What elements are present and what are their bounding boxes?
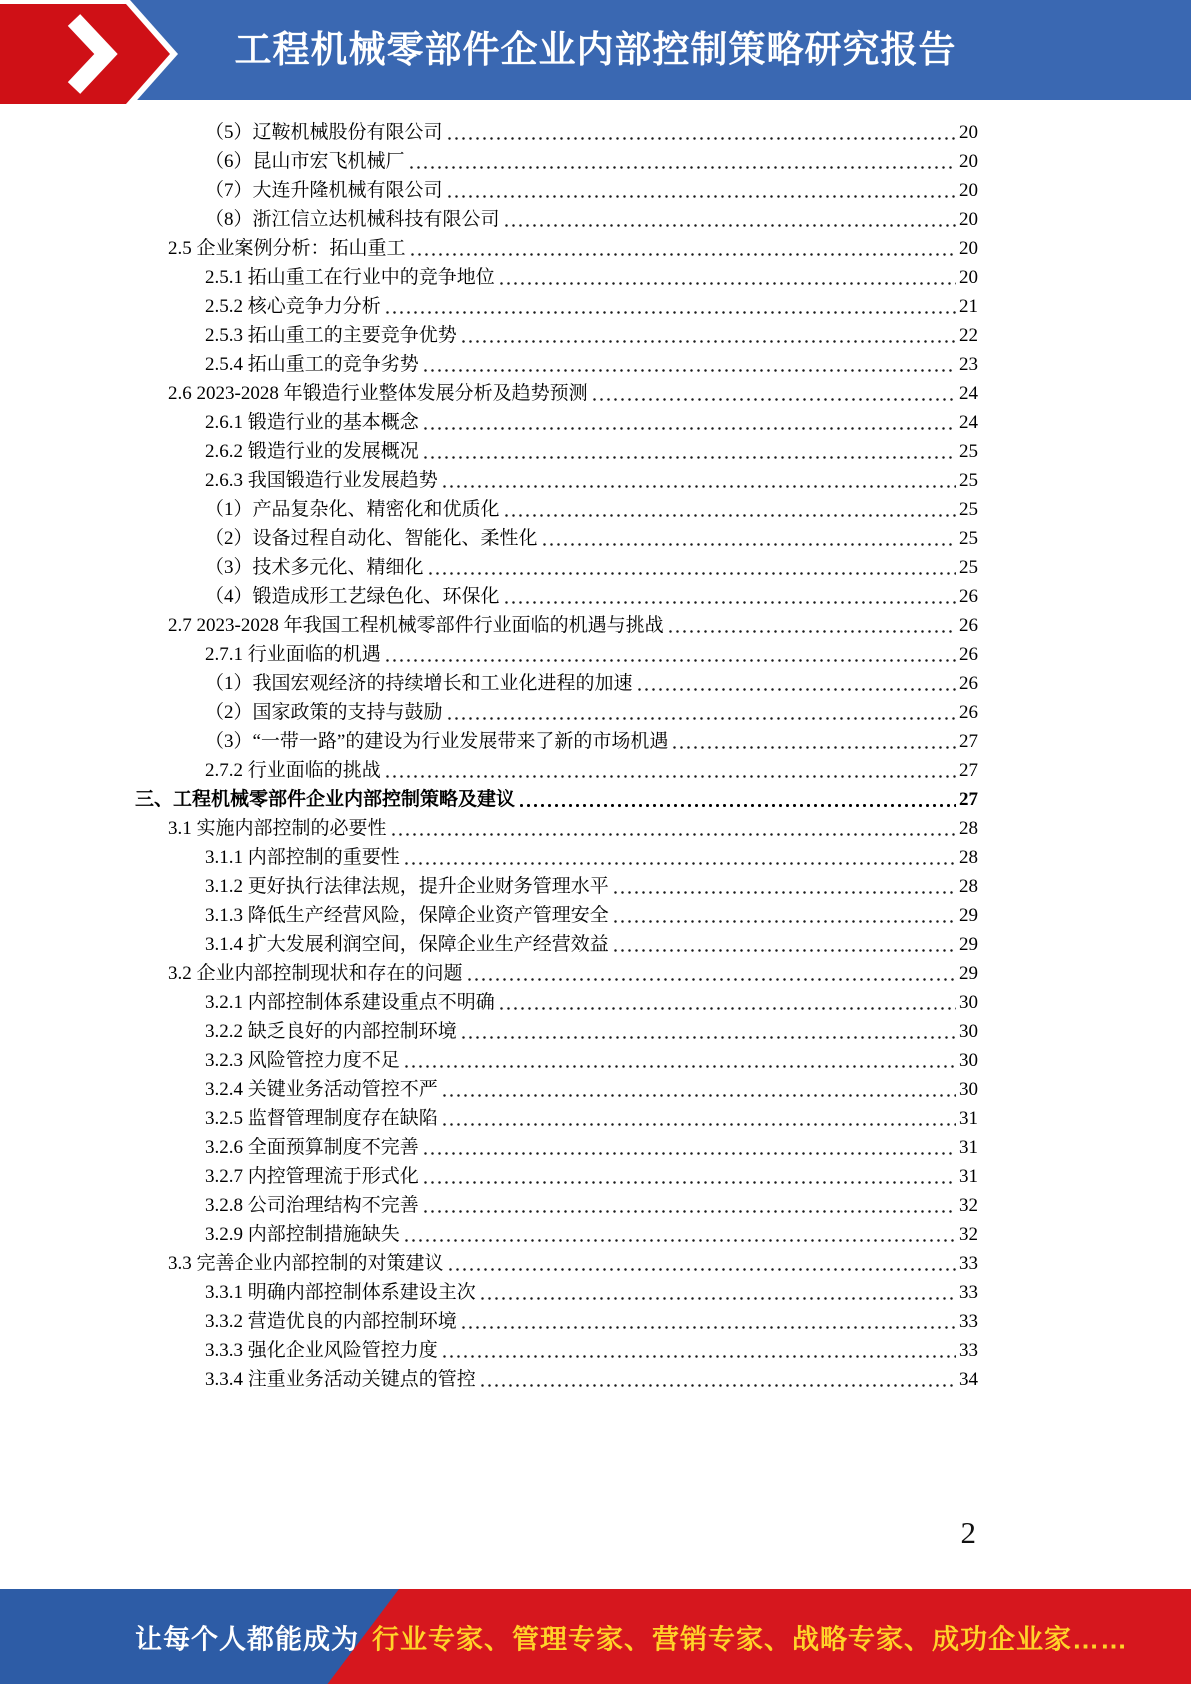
- toc-entry-label: 3.2.7 内控管理流于形式化: [205, 1166, 419, 1187]
- toc-entry-label: （6）昆山市宏飞机械厂: [205, 151, 405, 172]
- toc-dot-leader: [446, 118, 956, 147]
- toc-dot-leader: [422, 1162, 956, 1191]
- toc-entry-label: （3）“一带一路”的建设为行业发展带来了新的市场机遇: [205, 731, 669, 752]
- toc-entry: [168, 959, 978, 988]
- toc-entry-label: 3.1.2 更好执行法律法规，提升企业财务管理水平: [205, 876, 609, 897]
- toc-entry-label: 3.2.9 内部控制措施缺失: [205, 1224, 400, 1245]
- toc-entry-label: 2.5 企业案例分析：拓山重工: [168, 238, 406, 259]
- toc-entry-page: 33: [959, 1311, 978, 1332]
- toc-entry-label: 3.2.6 全面预算制度不完善: [205, 1137, 419, 1158]
- toc-entry-label: 2.6.1 锻造行业的基本概念: [205, 412, 419, 433]
- toc-entry-label: 三、工程机械零部件企业内部控制策略及建议: [135, 789, 516, 810]
- toc-entry-page: 32: [959, 1224, 978, 1245]
- toc-entry: [205, 1046, 978, 1075]
- toc-dot-leader: [667, 611, 956, 640]
- toc-entry-label: 3.1.3 降低生产经营风险，保障企业资产管理安全: [205, 905, 609, 926]
- toc-entry-page: 24: [959, 383, 978, 404]
- toc-dot-leader: [612, 872, 956, 901]
- toc-entry: [205, 1365, 978, 1394]
- toc-dot-leader: [384, 756, 956, 785]
- toc-entry-label: 2.5.4 拓山重工的竞争劣势: [205, 354, 419, 375]
- toc-entry-page: 26: [959, 586, 978, 607]
- toc-dot-leader: [446, 176, 956, 205]
- toc-dot-leader: [479, 1365, 956, 1394]
- toc-entry: [205, 321, 978, 350]
- toc-entry-page: 21: [959, 296, 978, 317]
- toc-dot-leader: [591, 379, 956, 408]
- toc-dot-leader: [460, 321, 956, 350]
- toc-entry-label: （2）国家政策的支持与鼓励: [205, 702, 443, 723]
- toc-entry-label: （1）产品复杂化、精密化和优质化: [205, 499, 500, 520]
- toc-entry-page: 25: [959, 470, 978, 491]
- toc-entry-page: 26: [959, 615, 978, 636]
- toc-dot-leader: [422, 350, 956, 379]
- toc-dot-leader: [441, 1075, 956, 1104]
- toc-entry: [205, 640, 978, 669]
- toc-entry: [205, 669, 978, 698]
- toc-entry-label: 3.2.8 公司治理结构不完善: [205, 1195, 419, 1216]
- toc-entry-label: 3.2.5 监督管理制度存在缺陷: [205, 1108, 438, 1129]
- toc-entry-page: 30: [959, 1079, 978, 1100]
- toc-dot-leader: [422, 437, 956, 466]
- toc-entry-label: 2.5.1 拓山重工在行业中的竞争地位: [205, 267, 495, 288]
- toc-entry: [205, 582, 978, 611]
- toc-entry-label: 3.3.2 营造优良的内部控制环境: [205, 1311, 457, 1332]
- toc-entry: [205, 1017, 978, 1046]
- toc-dot-leader: [518, 785, 956, 814]
- toc-entry: [205, 147, 978, 176]
- toc-dot-leader: [671, 727, 956, 756]
- toc-entry-page: 30: [959, 992, 978, 1013]
- toc-entry-page: 26: [959, 673, 978, 694]
- toc-dot-leader: [403, 1046, 956, 1075]
- toc-dot-leader: [498, 263, 956, 292]
- toc-entry-label: 3.3.4 注重业务活动关键点的管控: [205, 1369, 476, 1390]
- toc-entry-page: 30: [959, 1050, 978, 1071]
- toc-entry-page: 25: [959, 441, 978, 462]
- footer-slogan-right: 行业专家、管理专家、营销专家、战略专家、成功企业家……: [372, 1624, 1128, 1654]
- toc-dot-leader: [441, 1336, 956, 1365]
- toc-entry-page: 20: [959, 122, 978, 143]
- toc-entry-page: 20: [959, 180, 978, 201]
- toc-entry-label: 2.6 2023-2028 年锻造行业整体发展分析及趋势预测: [168, 383, 588, 404]
- page-footer: [0, 1589, 1191, 1684]
- toc-dot-leader: [441, 466, 956, 495]
- toc-entry: [205, 930, 978, 959]
- toc-entry: [168, 814, 978, 843]
- toc-entry: [168, 1249, 978, 1278]
- toc-dot-leader: [612, 930, 956, 959]
- toc-entry-label: （5）辽鞍机械股份有限公司: [205, 122, 443, 143]
- footer-slogan-left: 让每个人都能成为: [135, 1624, 359, 1654]
- toc-entry-label: （4）锻造成形工艺绿色化、环保化: [205, 586, 500, 607]
- toc-entry-page: 23: [959, 354, 978, 375]
- toc-entry: [205, 756, 978, 785]
- toc-entry-page: 31: [959, 1166, 978, 1187]
- toc-dot-leader: [636, 669, 956, 698]
- toc-entry-page: 20: [959, 238, 978, 259]
- toc-dot-leader: [422, 1191, 956, 1220]
- toc-dot-leader: [612, 901, 956, 930]
- toc-entry: [205, 1307, 978, 1336]
- toc-entry-label: 2.7.2 行业面临的挑战: [205, 760, 381, 781]
- toc-list: [135, 118, 978, 1394]
- toc-entry-page: 26: [959, 644, 978, 665]
- toc-entry-label: 3.1.1 内部控制的重要性: [205, 847, 400, 868]
- toc-entry-page: 34: [959, 1369, 978, 1390]
- toc-entry: [205, 988, 978, 1017]
- toc-entry-page: 32: [959, 1195, 978, 1216]
- toc-entry: [205, 263, 978, 292]
- toc-entry-label: 3.1 实施内部控制的必要性: [168, 818, 387, 839]
- toc-entry: [205, 466, 978, 495]
- toc-entry-label: 3.1.4 扩大发展利润空间，保障企业生产经营效益: [205, 934, 609, 955]
- toc-entry: [205, 1133, 978, 1162]
- toc-entry-label: 2.7.1 行业面临的机遇: [205, 644, 381, 665]
- toc-entry: [205, 118, 978, 147]
- toc-entry-page: 29: [959, 934, 978, 955]
- toc-entry: [205, 495, 978, 524]
- toc-entry: [205, 1336, 978, 1365]
- toc-entry-label: 2.6.2 锻造行业的发展概况: [205, 441, 419, 462]
- toc-entry-page: 30: [959, 1021, 978, 1042]
- toc-entry: [205, 408, 978, 437]
- table-of-contents: [0, 100, 1191, 1394]
- toc-dot-leader: [503, 495, 956, 524]
- toc-entry: [205, 872, 978, 901]
- toc-dot-leader: [422, 408, 956, 437]
- toc-entry-label: （2）设备过程自动化、智能化、柔性化: [205, 528, 538, 549]
- toc-entry-page: 29: [959, 963, 978, 984]
- toc-dot-leader: [384, 292, 956, 321]
- toc-dot-leader: [479, 1278, 956, 1307]
- toc-dot-leader: [390, 814, 956, 843]
- toc-entry-label: （1）我国宏观经济的持续增长和工业化进程的加速: [205, 673, 633, 694]
- toc-entry-page: 20: [959, 267, 978, 288]
- page-header: [0, 0, 1191, 100]
- toc-dot-leader: [466, 959, 956, 988]
- toc-entry-label: （7）大连升隆机械有限公司: [205, 180, 443, 201]
- toc-entry-page: 28: [959, 876, 978, 897]
- toc-entry: [205, 1278, 978, 1307]
- toc-dot-leader: [460, 1307, 956, 1336]
- toc-entry-label: 3.2.2 缺乏良好的内部控制环境: [205, 1021, 457, 1042]
- toc-entry-page: 33: [959, 1282, 978, 1303]
- toc-entry-label: 3.3.1 明确内部控制体系建设主次: [205, 1282, 476, 1303]
- toc-entry: [205, 553, 978, 582]
- toc-dot-leader: [541, 524, 956, 553]
- toc-entry-label: （8）浙江信立达机械科技有限公司: [205, 209, 500, 230]
- toc-entry: [135, 785, 978, 814]
- toc-entry: [205, 1191, 978, 1220]
- toc-entry-page: 29: [959, 905, 978, 926]
- toc-entry-label: 2.6.3 我国锻造行业发展趋势: [205, 470, 438, 491]
- toc-dot-leader: [503, 582, 956, 611]
- toc-entry-page: 28: [959, 818, 978, 839]
- toc-dot-leader: [447, 1249, 956, 1278]
- toc-entry-label: 3.2.4 关键业务活动管控不严: [205, 1079, 438, 1100]
- report-title: 工程机械零部件企业内部控制策略研究报告: [234, 29, 957, 70]
- toc-dot-leader: [408, 147, 956, 176]
- toc-entry: [205, 350, 978, 379]
- toc-entry-page: 22: [959, 325, 978, 346]
- toc-entry-label: 3.2.1 内部控制体系建设重点不明确: [205, 992, 495, 1013]
- page-number: 2: [960, 1515, 976, 1550]
- toc-dot-leader: [403, 843, 956, 872]
- toc-entry-label: 3.2 企业内部控制现状和存在的问题: [168, 963, 463, 984]
- toc-entry: [205, 698, 978, 727]
- toc-dot-leader: [422, 1133, 956, 1162]
- toc-entry: [205, 1075, 978, 1104]
- toc-entry: [205, 292, 978, 321]
- toc-entry-page: 28: [959, 847, 978, 868]
- toc-entry: [168, 234, 978, 263]
- toc-entry-page: 24: [959, 412, 978, 433]
- toc-entry-page: 25: [959, 499, 978, 520]
- toc-entry-label: 2.7 2023-2028 年我国工程机械零部件行业面临的机遇与挑战: [168, 615, 664, 636]
- toc-entry-page: 33: [959, 1253, 978, 1274]
- toc-dot-leader: [503, 205, 956, 234]
- toc-entry-page: 31: [959, 1137, 978, 1158]
- toc-entry: [205, 901, 978, 930]
- toc-entry-page: 27: [959, 731, 978, 752]
- toc-dot-leader: [460, 1017, 956, 1046]
- toc-entry: [168, 611, 978, 640]
- toc-entry-label: 3.2.3 风险管控力度不足: [205, 1050, 400, 1071]
- toc-dot-leader: [446, 698, 956, 727]
- header-arrow-icon: [0, 0, 178, 108]
- toc-entry: [205, 176, 978, 205]
- toc-entry-page: 25: [959, 528, 978, 549]
- toc-entry: [205, 524, 978, 553]
- toc-entry: [205, 1220, 978, 1249]
- toc-entry: [205, 1104, 978, 1133]
- toc-entry-page: 27: [959, 760, 978, 781]
- toc-entry: [205, 843, 978, 872]
- toc-dot-leader: [403, 1220, 956, 1249]
- toc-entry: [205, 205, 978, 234]
- toc-entry-label: 2.5.2 核心竞争力分析: [205, 296, 381, 317]
- toc-dot-leader: [498, 988, 956, 1017]
- toc-entry-label: （3）技术多元化、精细化: [205, 557, 424, 578]
- toc-entry-page: 20: [959, 151, 978, 172]
- toc-entry: [205, 437, 978, 466]
- toc-entry-page: 31: [959, 1108, 978, 1129]
- toc-entry-label: 2.5.3 拓山重工的主要竞争优势: [205, 325, 457, 346]
- toc-dot-leader: [427, 553, 956, 582]
- toc-entry: [168, 379, 978, 408]
- toc-entry-page: 27: [959, 789, 978, 810]
- toc-dot-leader: [384, 640, 956, 669]
- toc-entry: [205, 727, 978, 756]
- toc-entry-page: 20: [959, 209, 978, 230]
- toc-entry: [205, 1162, 978, 1191]
- toc-entry-page: 26: [959, 702, 978, 723]
- toc-entry-page: 25: [959, 557, 978, 578]
- toc-dot-leader: [441, 1104, 956, 1133]
- toc-dot-leader: [409, 234, 956, 263]
- toc-entry-label: 3.3.3 强化企业风险管控力度: [205, 1340, 438, 1361]
- toc-entry-label: 3.3 完善企业内部控制的对策建议: [168, 1253, 444, 1274]
- toc-entry-page: 33: [959, 1340, 978, 1361]
